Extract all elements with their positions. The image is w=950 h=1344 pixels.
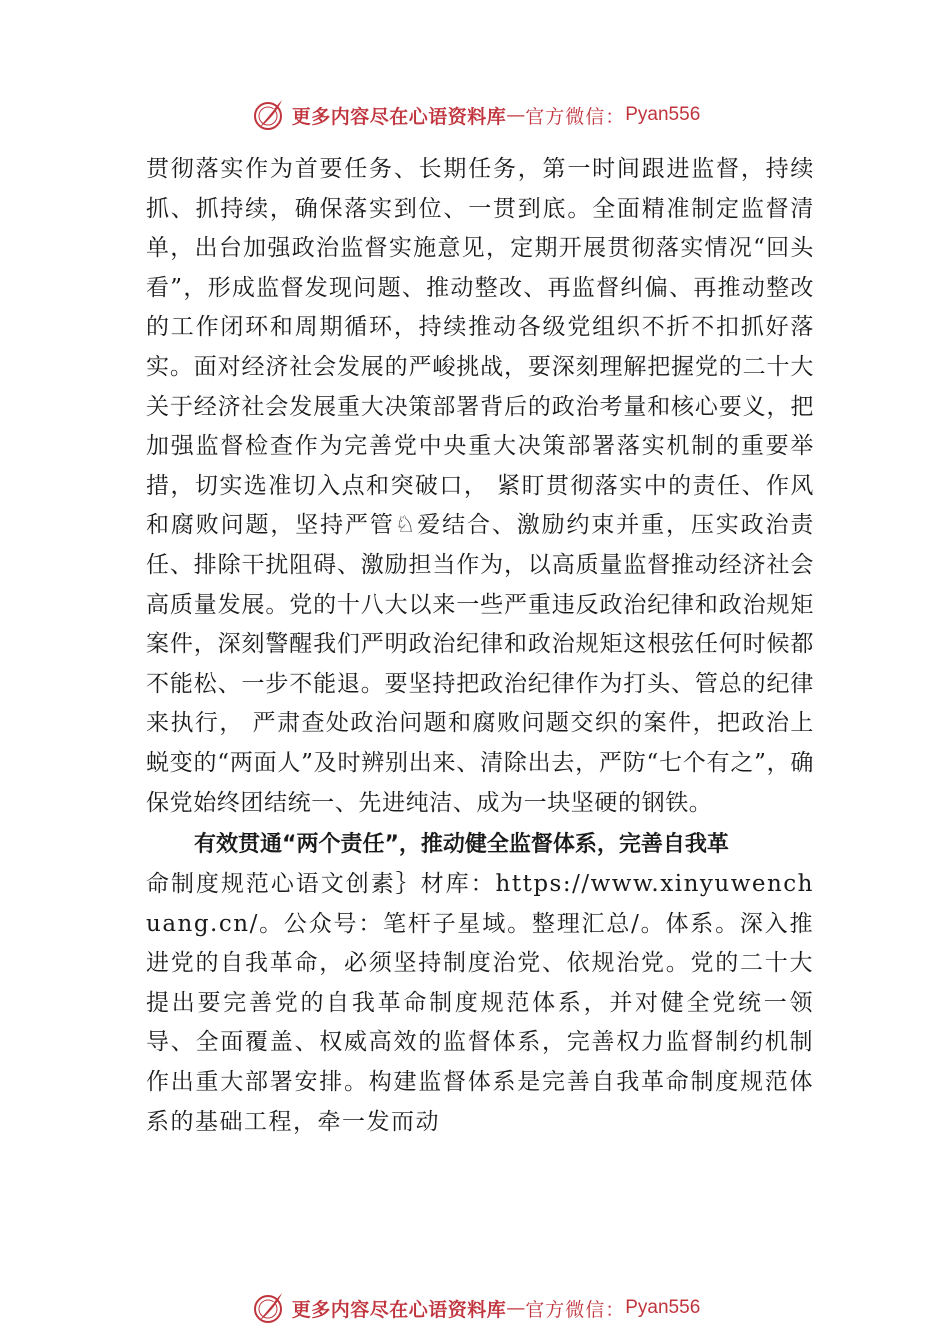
quill-seal-logo-icon (250, 1290, 286, 1326)
quill-seal-logo-icon (250, 97, 286, 133)
header-wechat-label: 官方微信： (525, 105, 626, 128)
body-paragraph-2: 命制度规范心语文创素｝材库：https://www.xinyuwenchuang.cn/。公众号：笔杆子星域。整理汇总/。体系。深入推进党的自我革命，必须坚持制度治党、依规治党。党的二十大提出要完善党的自我革命制度规范体系，并对健全党统一领导、全面覆盖、权威高效的监督体系，完善权力监督制约机制作出重大部署安排。构建监督体系是完善自我革命制度规范体系的基础工程，牵一发而动 (146, 871, 814, 1135)
footer-banner (0, 1285, 950, 1331)
document-body (146, 150, 814, 1142)
footer-wechat-label: 官方微信： (525, 1298, 626, 1321)
footer-separator: — (506, 1297, 526, 1319)
footer-wechat-id: Pyan556 (625, 1297, 701, 1318)
header-separator: — (506, 104, 526, 126)
body-paragraph-1: 贯彻落实作为首要任务、长期任务，第一时间跟进监督，持续抓、抓持续，确保落实到位、一贯到底。全面精准制定监督清单，出台加强政治监督实施意见，定期开展贯彻落实情况“回头看”，形成监督发现问题、推动整改、再监督纠偏、再推动整改的工作闭环和周期循环，持续推动各级党组织不折不扣抓好落实。面对经济社会发展的严峻挑战，要深刻理解把握党的二十大关于经济社会发展重大决策部署背后的政治考量和核心要义，把加强监督检查作为完善党中央重大决策部署落实机制的重要举措，切实选准切入点和突破口， 紧盯贯彻落实中的责任、作风和腐败问题，坚持严管♘爱结合、激励约束并重，压实政治责任、排除干扰阻碍、激励担当作为，以高质量监督推动经济社会高质量发展。党的十八大以来一些严重违反政治纪律和政治规矩案件，深刻警醒我们严明政治纪律和政治规矩这根弦任何时候都不能松、一步不能退。要坚持把政治纪律作为打头、管总的纪律来执行， 严肃查处政治问题和腐败问题交织的案件，把政治上蜕变的“两面人”及时辨别出来、清除出去，严防“七个有之”，确保党始终团结统一、先进纯洁、成为一块坚硬的钢铁。 (146, 156, 814, 816)
header-site-name: 更多内容尽在心语资料库 (291, 105, 507, 128)
header-banner (0, 92, 950, 138)
header-wechat-id: Pyan556 (625, 104, 701, 125)
section-heading: 有效贯通“两个责任”，推动健全监督体系，完善自我革 (194, 832, 729, 858)
footer-site-name: 更多内容尽在心语资料库 (291, 1298, 507, 1321)
